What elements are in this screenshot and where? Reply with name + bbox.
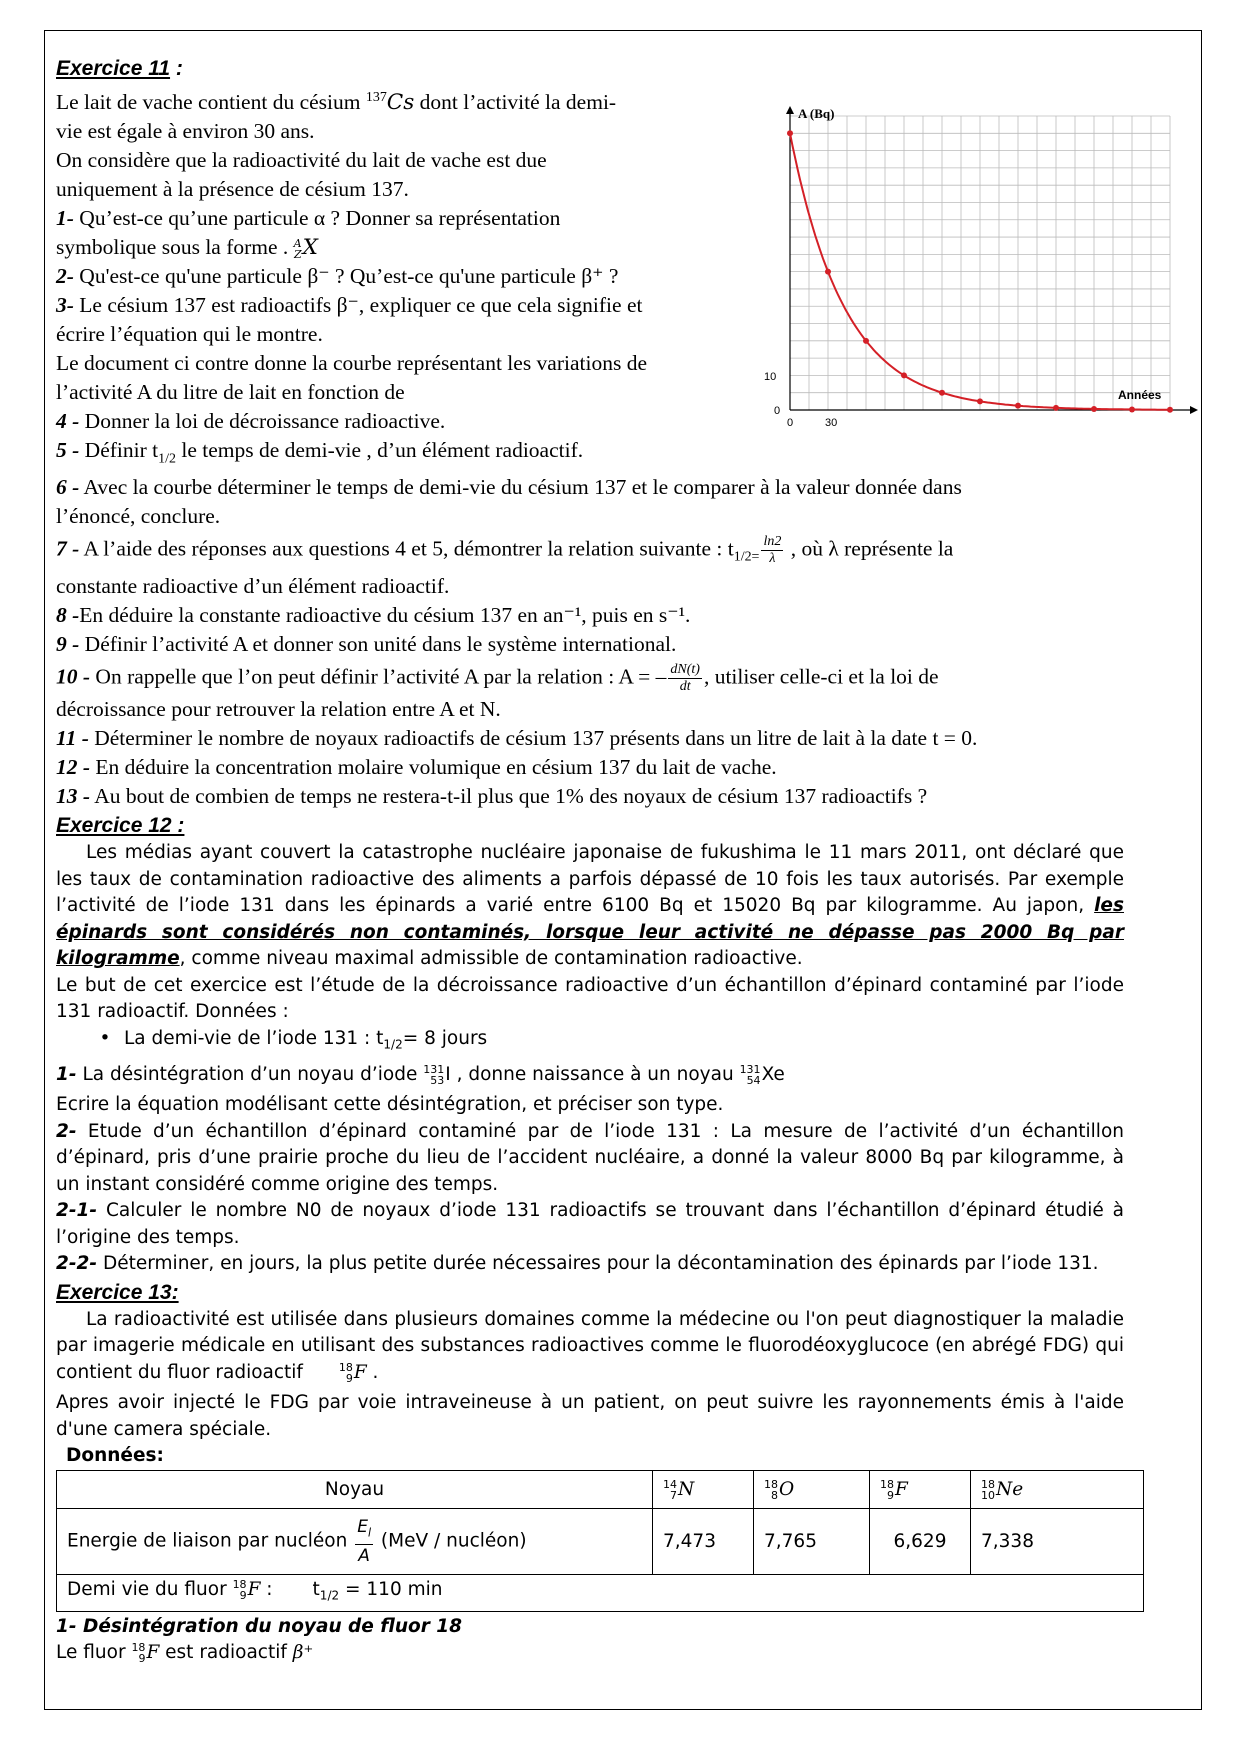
y-tick-0: 0	[774, 405, 781, 417]
intro-line-4: uniquement à la présence de césium 137.	[56, 177, 409, 202]
energy-value-ne: 7,338	[971, 1508, 1144, 1574]
ex13-paragraph-2: Apres avoir injecté le FDG par voie intraveineuse à un patient, on peut suivre les rayonnements émis à l'aide d'une camera spéciale.	[56, 1392, 1124, 1440]
question-4: 4 - Donner la loi de décroissance radioactive.	[56, 409, 446, 434]
question-3-cont: écrire l’équation qui le montre.	[56, 322, 323, 347]
nucleus-cell-n: 14 7 N	[653, 1470, 754, 1508]
energy-value-f: 6,629	[870, 1508, 971, 1574]
question-5: 5 - Définir $t_{1/2}$ le temps de demi-vie , d’un élément radioactif.	[56, 438, 584, 467]
ex12-question-2: 2- Etude d’un échantillon d’épinard contaminé par de l’iode 131 : La mesure de l’activité d’un échantillon d’épinard, pris d’une prairie proche du lieu de l’accident nucléaire, a donné la valeur 8000 Bq par kilogramme, à un instant considéré comme origine des temps.	[56, 1120, 1124, 1195]
y-axis-label: A (Bq)	[798, 106, 835, 121]
nucleus-cell-f: 18 9 F	[870, 1470, 971, 1508]
question-1: 1- Qu’est-ce qu’une particule α ? Donner sa représentation	[56, 206, 561, 231]
y-axis-arrow	[786, 106, 794, 114]
nucleus-cell-o: 18 8 O	[754, 1470, 870, 1508]
question-3: 3- Le césium 137 est radioactifs β⁻, expliquer ce que cela signifie et	[56, 293, 643, 318]
x-axis-arrow	[1190, 406, 1198, 414]
data-point	[939, 390, 945, 396]
data-point	[1129, 406, 1135, 412]
question-12: 12 - En déduire la concentration molaire volumique en césium 137 du lait de vache.	[56, 755, 777, 780]
ex12-paragraph-1: Les médias ayant couvert la catastrophe nucléaire japonaise de fukushima le 11 mars 2011, ont déclaré que les taux de contamination radioactive des aliments a parfois dépassé de 10 fois les taux autorisés. Par exemple l’activité de l’iode 131 dans les épinards a varié entre 6100 Bq et 15020 Bq par kilogramme. Au japon, les épinards sont considérés non contaminés, lorsque leur activité ne dépasse pas 2000 Bq par kilogramme, comme niveau maximal admissible de contamination radioactive.	[56, 842, 1124, 970]
document-text-2: l’activité A du litre de lait en fonction de	[56, 380, 405, 405]
table-header-noyau: Noyau	[57, 1470, 653, 1508]
exercise-12-title: Exercice 12 :	[56, 814, 185, 838]
data-point	[901, 372, 907, 378]
ex12-question-2-2: 2-2- Déterminer, en jours, la plus petite durée nécessaires pour la décontamination des épinards par l’iode 131.	[56, 1253, 1099, 1275]
activity-decay-chart	[760, 104, 1200, 436]
question-10: 10 - On rappelle que l’on peut définir l’activité A par la relation : A = – $\frac{dN(t)}{dt}$ , utiliser celle-ci et la loi de	[56, 662, 939, 695]
question-11: 11 - Déterminer le nombre de noyaux radioactifs de césium 137 présents dans un litre de lait à la date t = 0.	[56, 726, 978, 751]
question-7-cont: constante radioactive d’un élément radioactif.	[56, 574, 450, 599]
x-tick-30: 30	[825, 417, 838, 429]
question-7: 7 - A l’aide des réponses aux questions 4 et 5, démontrer la relation suivante : $t_{1/2=}$ $\frac{\ln 2}{\lambda}$ , où λ représente la	[56, 534, 954, 567]
x-tick-0: 0	[787, 417, 794, 429]
ln2-fraction: $\frac{\ln 2}{\lambda}$	[763, 534, 782, 567]
dndt-fraction: $\frac{dN(t)}{dt}$	[670, 662, 700, 695]
fluorine-nuclide: 18 9	[338, 1360, 353, 1385]
ex13-data-label: Données:	[66, 1445, 164, 1467]
halflife-cell: Demi vie du fluor 18 9 F : $t_{1/2} = 110$ min	[57, 1574, 1144, 1611]
question-6: 6 - Avec la courbe déterminer le temps de demi-vie du césium 137 et le comparer à la valeur donnée dans	[56, 475, 962, 500]
intro-line-2: vie est égale à environ 30 ans.	[56, 119, 315, 144]
data-point	[787, 130, 793, 136]
ex13-data-table	[56, 1470, 1144, 1612]
energy-fraction: $\frac{E_l}{A}$	[357, 1516, 372, 1567]
question-2: 2- Qu'est-ce qu'une particule β⁻ ? Qu’est-ce qu'une particule β⁺ ?	[56, 264, 619, 289]
question-8: 8 -En déduire la constante radioactive du césium 137 en an⁻¹, puis en s⁻¹.	[56, 603, 691, 628]
data-point	[863, 338, 869, 344]
nuclide-notation: A Z	[293, 237, 302, 262]
iodine-nuclide: 131 53	[423, 1062, 445, 1087]
data-point	[825, 269, 831, 275]
data-point	[1053, 405, 1059, 411]
exercise-11-title: Exercice 11 :	[56, 57, 183, 80]
ex12-question-1: 1- La désintégration d’un noyau d’iode 131 53 I , donne naissance à un noyau 131 54 Xe	[56, 1062, 785, 1087]
ex12-question-1-cont: Ecrire la équation modélisant cette désintégration, et préciser son type.	[56, 1094, 724, 1116]
xenon-nuclide: 131 54	[739, 1062, 761, 1087]
x-axis-label: Années	[1118, 388, 1162, 402]
ex12-paragraph-2: Le but de cet exercice est l’étude de la décroissance radioactive d’un échantillon d’épinard contaminé par l’iode 131 radioactif. Données :	[56, 974, 1124, 1023]
ex13-question-1-title: 1- Désintégration du noyau de fluor 18	[56, 1615, 463, 1637]
intro-line-1: Le lait de vache contient du césium $^{137}$Cs dont l’activité la demi-	[56, 90, 617, 116]
chart-grid	[790, 116, 1170, 410]
data-point	[977, 398, 983, 404]
ex13-question-1-text: Le fluor 18 9 F est radioactif β⁺	[56, 1641, 314, 1666]
exercise-13-title: Exercice 13:	[56, 1280, 179, 1304]
document-text-1: Le document ci contre donne la courbe représentant les variations de	[56, 351, 648, 376]
data-point	[1015, 403, 1021, 409]
ex12-bullet: • La demi-vie de l’iode 131 : $t_{1/2}= 8$ jours	[99, 1027, 488, 1052]
ex12-question-2-1: 2-1- Calculer le nombre N0 de noyaux d’iode 131 radioactifs se trouvant dans l’échantillon d’épinard étudié à l’origine des temps.	[56, 1200, 1124, 1248]
question-10-cont: décroissance pour retrouver la relation entre A et N.	[56, 697, 501, 722]
question-1-cont: symbolique sous la forme . A Z X	[56, 235, 318, 262]
question-9: 9 - Définir l’activité A et donner son unité dans le système international.	[56, 632, 677, 657]
data-point	[1091, 406, 1097, 412]
ex13-paragraph-1: La radioactivité est utilisée dans plusieurs domaines comme la médecine ou l'on peut diagnostiquer la maladie par imagerie médicale en utilisant des substances radioactives comme le fluorodéoxyglucoce (en abrégé FDG) qui contient du fluor radioactif 18 9 F .	[56, 1308, 1124, 1385]
nucleus-cell-ne: 18 10 Ne	[971, 1470, 1144, 1508]
table-row	[57, 1508, 1144, 1574]
question-13: 13 - Au bout de combien de temps ne restera-t-il plus que 1% des noyaux de césium 137 radioactifs ?	[56, 784, 928, 809]
energy-value-n: 7,473	[653, 1508, 754, 1574]
y-tick-10: 10	[764, 371, 777, 383]
table-row	[57, 1470, 1144, 1508]
energy-value-o: 7,765	[754, 1508, 870, 1574]
data-point	[1167, 407, 1173, 413]
table-row	[57, 1574, 1144, 1611]
energy-label-cell: Energie de liaison par nucléon $\frac{E_l}{A}$ (MeV / nucléon)	[57, 1508, 653, 1574]
intro-line-3: On considère que la radioactivité du lait de vache est due	[56, 148, 547, 173]
question-6-cont: l’énoncé, conclure.	[56, 504, 221, 529]
